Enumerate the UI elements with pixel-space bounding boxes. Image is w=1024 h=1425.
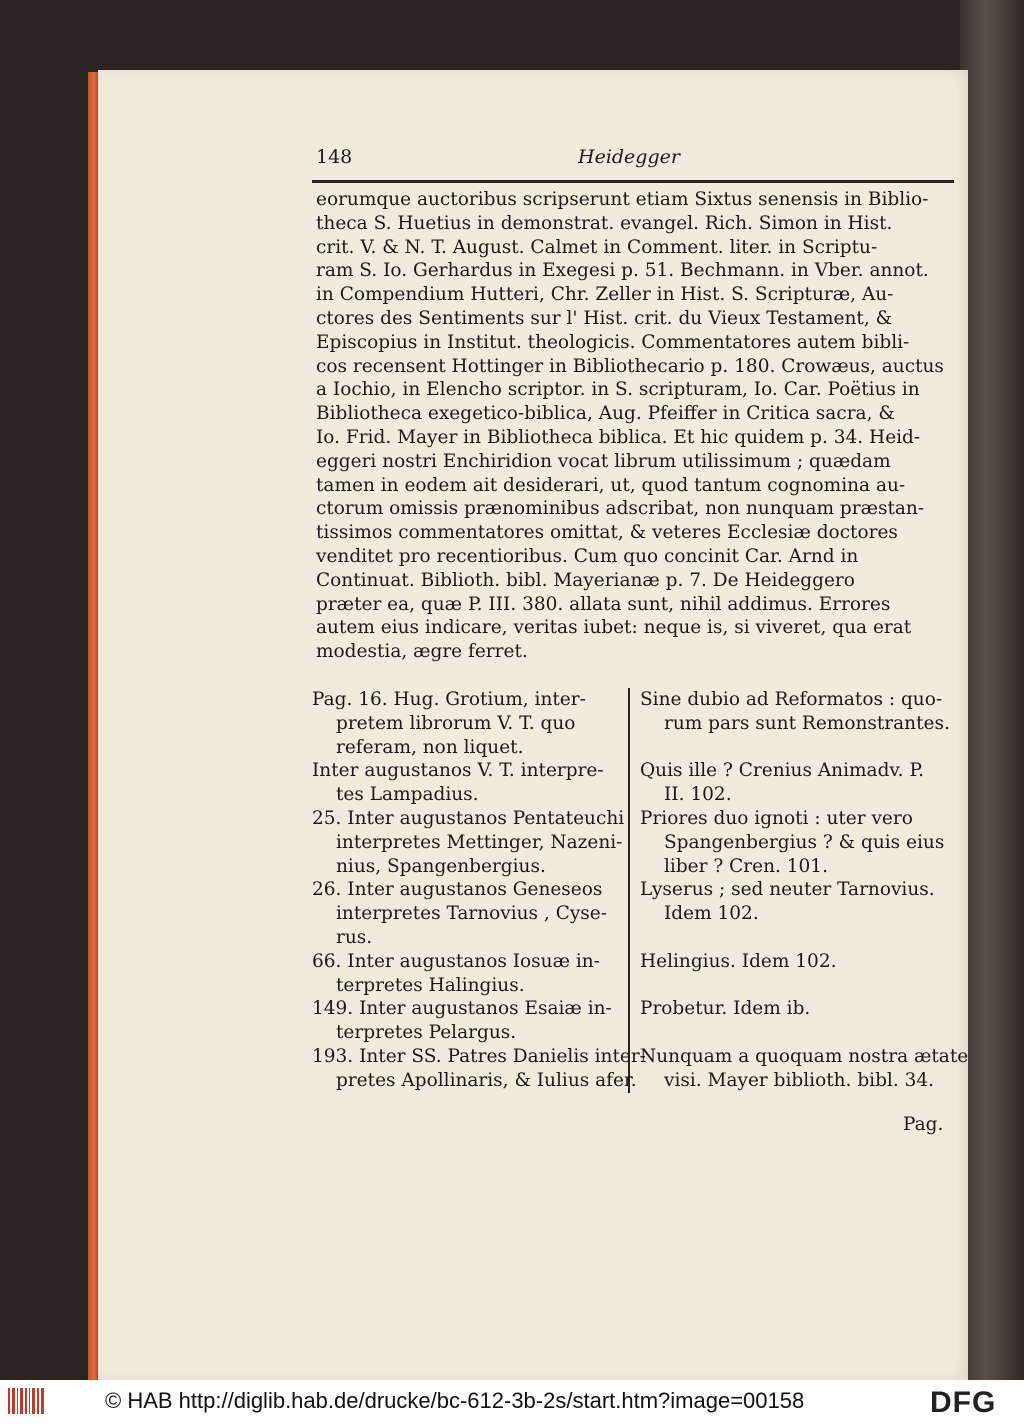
text-line: Episcopius in Institut. theologicis. Commentatores autem bibli- <box>316 331 910 353</box>
note-line: 193. Inter SS. Patres Danielis inter- <box>312 1045 646 1067</box>
note-line: Pag. 16. Hug. Grotium, inter- <box>312 689 586 710</box>
note-line: rus. <box>336 926 373 948</box>
page-header <box>316 146 952 176</box>
text-line: venditet pro recentioribus. Cum quo concinit Car. Arnd in <box>316 545 859 567</box>
note-entry <box>312 807 630 878</box>
note-line: Priores duo ignoti : uter vero <box>640 807 913 829</box>
note-row <box>312 688 956 759</box>
text-line: ctores des Sentiments sur l' Hist. crit. du Vieux Testament, & <box>316 307 893 329</box>
note-line: Quis ille ? Crenius Animadv. P. <box>640 760 925 782</box>
running-title: Heidegger <box>578 146 680 168</box>
text-line: tissimos commentatores omittat, & veteres Ecclesiæ doctores <box>316 522 898 544</box>
note-line: Idem 102. <box>664 903 759 925</box>
note-entry <box>312 878 630 949</box>
note-line: Nunquam a quoquam nostra ætate <box>640 1045 969 1067</box>
note-comment <box>630 878 956 949</box>
text-line: eorumque auctoribus scripserunt etiam Sixtus senensis in Biblio- <box>316 189 929 210</box>
note-line: interpretes Mettinger, Nazeni- <box>336 831 623 853</box>
note-line: interpretes Tarnovius , Cyse- <box>336 903 607 925</box>
text-line: theca S. Huetius in demonstrat. evangel. Rich. Simon in Hist. <box>316 212 893 234</box>
note-entry <box>312 1045 646 1093</box>
note-comment <box>630 688 956 759</box>
note-row <box>312 1045 969 1093</box>
note-line: visi. Mayer biblioth. bibl. 34. <box>664 1069 935 1091</box>
note-line: tes Lampadius. <box>336 784 479 806</box>
dfg-logo: DFG <box>930 1386 997 1419</box>
note-row <box>312 997 956 1045</box>
footer-bar <box>0 1380 1024 1425</box>
scan-background <box>960 0 1024 1380</box>
note-line: pretem librorum V. T. quo <box>336 712 576 734</box>
note-line: Lyserus ; sed neuter Tarnovius. <box>640 879 935 901</box>
note-line: liber ? Cren. 101. <box>664 855 828 877</box>
note-comment <box>630 997 956 1045</box>
text-line: autem eius indicare, veritas iubet: neque is, si viveret, qua erat <box>316 617 912 639</box>
note-comment <box>630 807 956 878</box>
note-line: referam, non liquet. <box>336 736 524 758</box>
barcode-icon <box>6 1386 46 1416</box>
text-line: Continuat. Biblioth. bibl. Mayerianæ p. 7. De Heideggero <box>316 569 855 591</box>
text-line: ctorum omissis prænominibus adscribat, non nunquam præstan- <box>316 498 925 520</box>
note-line: terpretes Pelargus. <box>336 1022 517 1044</box>
note-entry <box>312 759 630 807</box>
text-line: ram S. Io. Gerhardus in Exegesi p. 51. Bechmann. in Vber. annot. <box>316 260 929 282</box>
note-line: 26. Inter augustanos Geneseos <box>312 879 603 901</box>
note-line: nius, Spangenbergius. <box>336 855 546 877</box>
note-line: Spangenbergius ? & quis eius <box>664 831 945 853</box>
note-comment <box>630 759 956 807</box>
note-line: Sine dubio ad Reformatos : quo- <box>640 689 943 710</box>
note-line: rum pars sunt Remonstrantes. <box>664 712 950 734</box>
note-row <box>312 759 956 807</box>
note-line: pretes Apollinaris, & Iulius afer. <box>336 1069 637 1091</box>
text-line: Io. Frid. Mayer in Bibliotheca biblica. Et hic quidem p. 34. Heid- <box>316 426 921 448</box>
note-entry <box>312 688 630 759</box>
note-comment <box>630 950 956 998</box>
note-line: Probetur. Idem ib. <box>640 998 811 1020</box>
text-line: eggeri nostri Enchiridion vocat librum utilissimum ; quædam <box>316 450 891 472</box>
note-comment <box>630 1045 968 1093</box>
note-row <box>312 807 956 878</box>
text-line: præter ea, quæ P. III. 380. allata sunt, nihil addimus. Errores <box>316 593 891 615</box>
note-row <box>312 950 956 998</box>
notes-table <box>312 688 969 1093</box>
text-line: crit. V. & N. T. August. Calmet in Comment. liter. in Scriptu- <box>316 236 878 258</box>
text-line: a Iochio, in Elencho scriptor. in S. scripturam, Io. Car. Poëtius in <box>316 379 920 401</box>
catchword: Pag. <box>903 1114 944 1135</box>
note-row <box>312 878 956 949</box>
copyright-link[interactable]: © HAB http://diglib.hab.de/drucke/bc-612-3b-2s/start.htm?image=00158 <box>105 1388 805 1413</box>
page-number: 148 <box>316 146 353 168</box>
page-edge <box>88 72 98 1380</box>
note-line: 25. Inter augustanos Pentateuchi <box>312 807 625 829</box>
text-line: cos recensent Hottinger in Bibliothecario p. 180. Crowæus, auctus <box>316 355 944 377</box>
note-line: Helingius. Idem 102. <box>640 950 837 972</box>
text-line: tamen in eodem ait desiderari, ut, quod tantum cognomina au- <box>316 474 906 496</box>
note-entry <box>312 950 630 998</box>
note-line: II. 102. <box>664 784 732 806</box>
note-line: 66. Inter augustanos Iosuæ in- <box>312 950 600 972</box>
note-line: 149. Inter augustanos Esaiæ in- <box>312 998 612 1020</box>
header-rule <box>312 180 954 183</box>
note-line: Inter augustanos V. T. interpre- <box>312 760 604 782</box>
text-line: Bibliotheca exegetico-biblica, Aug. Pfeiffer in Critica sacra, & <box>316 403 895 425</box>
text-line: in Compendium Hutteri, Chr. Zeller in Hist. S. Scripturæ, Au- <box>316 284 894 306</box>
text-line: modestia, ægre ferret. <box>316 641 528 663</box>
note-entry <box>312 997 630 1045</box>
body-text <box>316 188 956 664</box>
note-line: terpretes Halingius. <box>336 974 525 996</box>
